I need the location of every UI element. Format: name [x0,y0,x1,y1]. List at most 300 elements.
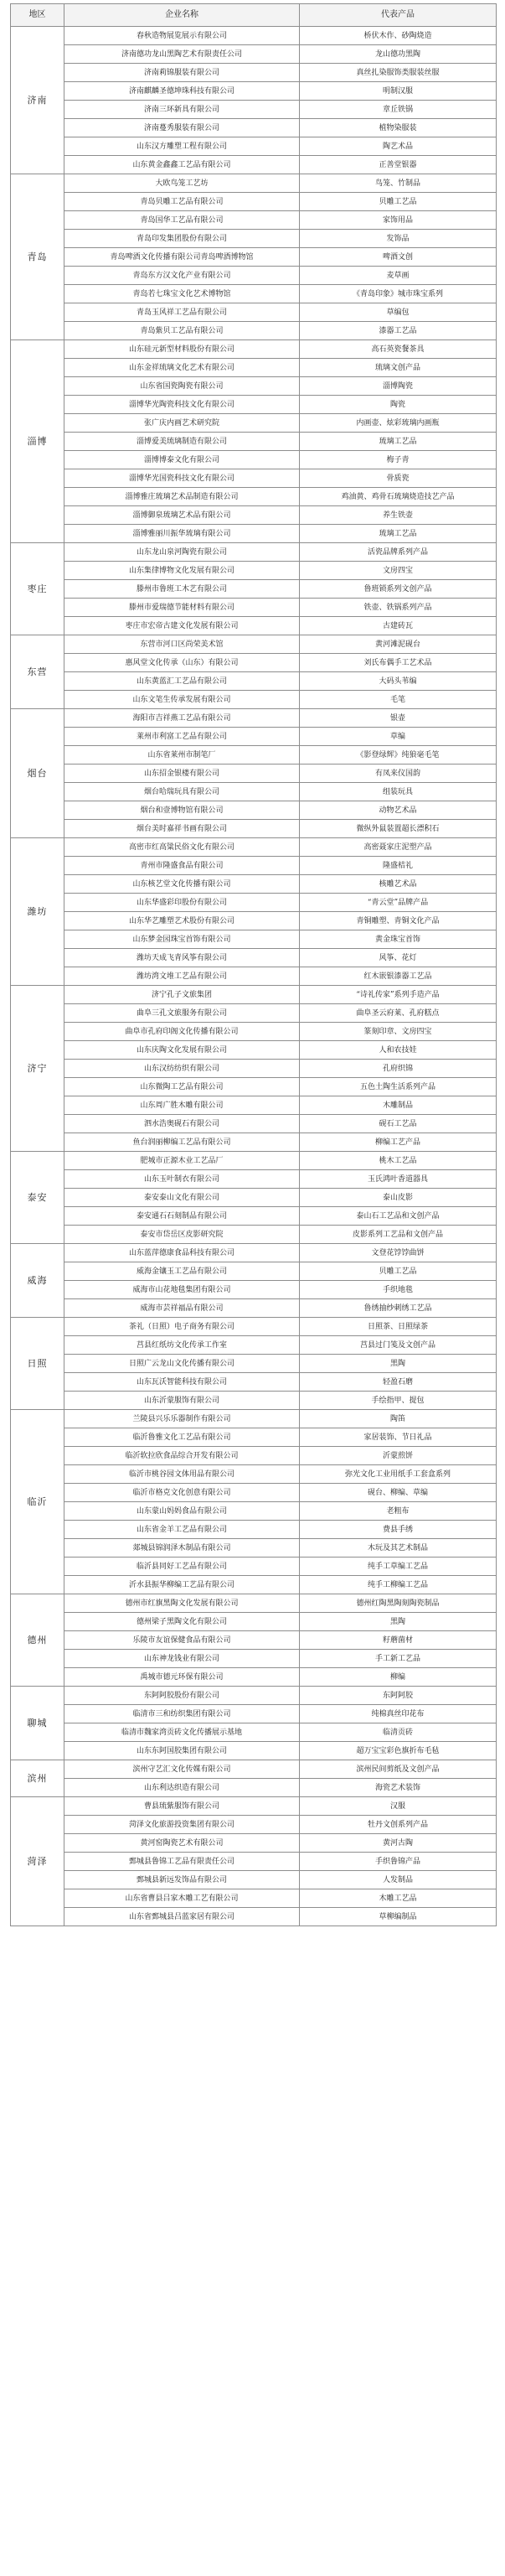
company-cell: 淄博雅丽川振华琉璃有限公司 [64,525,300,543]
table-row [11,1115,497,1133]
product-cell: 家饰用品 [300,211,497,230]
product-cell: 超万宝宝彩色旗折布毛毡 [300,1742,497,1760]
company-cell: 济南蔓秀服装有限公司 [64,119,300,137]
product-cell: 纯手工柳编工艺品 [300,1576,497,1594]
region-cell: 济南 [11,27,64,174]
table-row [11,1853,497,1871]
company-cell: 鱼台润丽柳编工艺品有限公司 [64,1133,300,1152]
company-cell: 泗水浩奥砚石有限公司 [64,1115,300,1133]
table-row [11,359,497,377]
company-cell: 青岛紫贝工艺品有限公司 [64,322,300,340]
product-cell: 养生铁壶 [300,506,497,525]
table-row [11,322,497,340]
company-cell: 山东利达织造有限公司 [64,1779,300,1797]
region-cell: 潍坊 [11,838,64,986]
company-cell: 临清市魏家湾贡砖文化传播展示基地 [64,1723,300,1742]
product-cell: 微纵外鼠装置超长漂积石 [300,820,497,838]
product-cell: 桥伏木作、砂陶烧造 [300,27,497,45]
table-row [11,820,497,838]
product-cell: 孔府织锦 [300,1060,497,1078]
product-cell: 手织地毯 [300,1281,497,1299]
company-cell: 泰安市岱岳区皮影研究院 [64,1226,300,1244]
table-row [11,654,497,672]
product-cell: 桃木工艺品 [300,1152,497,1170]
company-cell: 济南莉锦服装有限公司 [64,64,300,82]
table-row [11,1908,497,1926]
table-row [11,469,497,488]
company-cell: 青岛国华工艺品有限公司 [64,211,300,230]
company-cell: 威海市山花地毯集团有限公司 [64,1281,300,1299]
table-row [11,414,497,433]
product-cell: 琉璃文创产品 [300,359,497,377]
product-cell: 章丘铁锅 [300,101,497,119]
table-row [11,1742,497,1760]
table-row [11,396,497,414]
table-row [11,174,497,193]
product-cell: 砚台、柳编、草编 [300,1484,497,1502]
company-cell: 海阳市吉祥燕工艺品有限公司 [64,709,300,728]
company-cell: 肥城市正源木业工艺品厂 [64,1152,300,1170]
product-cell: 鸡油黄、鸡骨石琉璃烧造技艺产品 [300,488,497,506]
table-row [11,451,497,469]
product-cell: 文登花饽饽曲饼 [300,1244,497,1262]
table-row [11,1576,497,1594]
product-cell: 汉服 [300,1797,497,1816]
table-row [11,101,497,119]
product-cell: 人发制品 [300,1871,497,1889]
region-cell: 淄博 [11,340,64,543]
table-row [11,525,497,543]
company-cell: 德州市红旗黑陶文化发展有限公司 [64,1594,300,1613]
product-cell: 泰山石工艺品和文创产品 [300,1207,497,1226]
table-row [11,1871,497,1889]
product-cell: 沂蒙煎饼 [300,1447,497,1465]
company-cell: 青岛东方汉文化产业有限公司 [64,267,300,285]
company-cell: 兰陵县兴乐乐器制作有限公司 [64,1410,300,1428]
product-cell: 日照茶、日照绿茶 [300,1318,497,1336]
product-cell: 莒县过门笺及文创产品 [300,1336,497,1355]
product-cell: 皮影系列工艺品和文创产品 [300,1226,497,1244]
company-cell: 东营市河口区尚荣美术馆 [64,635,300,654]
table-row [11,1723,497,1742]
company-cell: 淄博博泰文化有限公司 [64,451,300,469]
table-row [11,1281,497,1299]
product-cell: 篆刻印章、文房四宝 [300,1023,497,1041]
company-cell: 乐陵市友谊保健食品有限公司 [64,1631,300,1650]
table-row [11,193,497,211]
product-cell: 内画壶、炫彩琉璃内画瓶 [300,414,497,433]
table-row [11,1834,497,1853]
company-cell: 济南德功龙山黑陶艺术有限责任公司 [64,45,300,64]
table-row [11,1613,497,1631]
product-table [10,3,497,1926]
table-row [11,1152,497,1170]
table-row [11,949,497,967]
company-cell: 烟台哈瑞玩具有限公司 [64,783,300,801]
company-cell: 山东微陶工艺品有限公司 [64,1078,300,1096]
company-cell: 山东汉方雕塑工程有限公司 [64,137,300,156]
product-cell: 啤酒文创 [300,248,497,267]
company-cell: 临沂市格克文化创意有限公司 [64,1484,300,1502]
table-row [11,340,497,359]
product-cell: 柳编 [300,1668,497,1687]
table-row [11,1060,497,1078]
product-cell: “青云堂”品牌产品 [300,894,497,912]
company-cell: 山东神龙钱业有限公司 [64,1650,300,1668]
company-cell: 山东瓦沃智能科技有限公司 [64,1373,300,1392]
company-cell: 山东东阿国胶集团有限公司 [64,1742,300,1760]
company-cell: 山东招金银楼有限公司 [64,765,300,783]
company-cell: 山东沂蒙服饰有限公司 [64,1392,300,1410]
product-cell: 黑陶 [300,1613,497,1631]
product-cell: 活瓷品牌系列产品 [300,543,497,562]
company-cell: 济宁孔子文旅集团 [64,986,300,1004]
product-cell: 动物艺术品 [300,801,497,820]
table-row [11,1816,497,1834]
product-cell: 银壶 [300,709,497,728]
product-cell: 正善堂银器 [300,156,497,174]
table-row [11,1410,497,1428]
company-cell: 青岛贝雕工艺品有限公司 [64,193,300,211]
table-row [11,672,497,691]
company-cell: 莱州市利富工艺品有限公司 [64,728,300,746]
region-cell: 德州 [11,1594,64,1687]
table-row [11,599,497,617]
table-row [11,1336,497,1355]
product-cell: 德州红陶黑陶刻陶瓷制品 [300,1594,497,1613]
table-row [11,285,497,303]
product-cell: 麦草画 [300,267,497,285]
company-cell: 山东文笔生传承发展有限公司 [64,691,300,709]
product-cell: 木雕制品 [300,1096,497,1115]
company-cell: 大欧鸟笼工艺坊 [64,174,300,193]
product-cell: 真丝扎染服饰类服装丝服 [300,64,497,82]
table-row [11,1355,497,1373]
product-cell: 骨质瓷 [300,469,497,488]
product-cell: 木玩及其艺术制品 [300,1539,497,1558]
product-cell: 陶艺术品 [300,137,497,156]
table-row [11,1650,497,1668]
product-cell: 泰山皮影 [300,1189,497,1207]
company-cell: 山东华盛彩印股份有限公司 [64,894,300,912]
company-cell: 威海市芸祥福品有限公司 [64,1299,300,1318]
company-cell: 曲阜三孔文旅服务有限公司 [64,1004,300,1023]
company-cell: 烟台美时嘉祥书画有限公司 [64,820,300,838]
product-cell: 黄金珠宝首饰 [300,930,497,949]
product-cell: 核雕艺术品 [300,875,497,894]
product-cell: 漆器工艺品 [300,322,497,340]
product-cell: 铁壶、铁锅系列产品 [300,599,497,617]
table-row [11,1631,497,1650]
company-cell: 茶礼（日照）电子商务有限公司 [64,1318,300,1336]
table-row [11,1244,497,1262]
table-row [11,1189,497,1207]
company-cell: 青岛玉风祥工艺品有限公司 [64,303,300,322]
product-cell: 草柳编制品 [300,1908,497,1926]
table-row [11,1023,497,1041]
table-row [11,580,497,599]
company-cell: 滨州守艺汇文化传媒有限公司 [64,1760,300,1779]
header-company: 企业名称 [64,4,300,27]
product-cell: 青铜雕塑、青铜文化产品 [300,912,497,930]
company-cell: 临沂市桃谷园文体用品有限公司 [64,1465,300,1484]
product-cell: 五色土陶生活系列产品 [300,1078,497,1096]
table-row [11,1668,497,1687]
company-cell: 山东核艺堂文化传播有限公司 [64,875,300,894]
table-row [11,1318,497,1336]
region-cell: 临沂 [11,1410,64,1594]
product-cell: 黑陶 [300,1355,497,1373]
table-row [11,894,497,912]
header-region: 地区 [11,4,64,27]
product-cell: 《影登绿辉》纯狼毫毛笔 [300,746,497,765]
product-cell: 砚石工艺品 [300,1115,497,1133]
table-row [11,267,497,285]
header-product: 代表产品 [300,4,497,27]
product-cell: 琉璃工艺品 [300,525,497,543]
table-row [11,1096,497,1115]
company-cell: 沂水县振华柳编工艺品有限公司 [64,1576,300,1594]
company-cell: 山东黄金鑫鑫工艺品有限公司 [64,156,300,174]
company-cell: 临清市三和纺织集团有限公司 [64,1705,300,1723]
product-cell: 轻盈石磨 [300,1373,497,1392]
product-cell: 鲁绣抽纱刺绣工艺品 [300,1299,497,1318]
company-cell: 济南麒麟圣德坤珠科技有限公司 [64,82,300,101]
table-row [11,303,497,322]
company-cell: 济南三环新具有限公司 [64,101,300,119]
product-cell: 明制汉服 [300,82,497,101]
product-cell: 有凤来仪国韵 [300,765,497,783]
company-cell: 禹城市德元环保有限公司 [64,1668,300,1687]
company-cell: 德州梁子黑陶文化有限公司 [64,1613,300,1631]
company-cell: 临沂县同好工艺品有限公司 [64,1558,300,1576]
company-cell: 临沂软拉欣食品综合开发有限公司 [64,1447,300,1465]
table-row [11,765,497,783]
product-cell: 老粗布 [300,1502,497,1521]
table-row [11,1687,497,1705]
company-cell: 山东玉叶制衣有限公司 [64,1170,300,1189]
table-row [11,1558,497,1576]
company-cell: 潍坊天成飞青风筝有限公司 [64,949,300,967]
table-row [11,82,497,101]
table-row [11,635,497,654]
company-cell: 青岛若七珠宝文化艺术博物馆 [64,285,300,303]
product-cell: 牡丹文创系列产品 [300,1816,497,1834]
company-cell: 鄄城县鲁锦工艺品有限责任公司 [64,1853,300,1871]
table-row [11,1262,497,1281]
table-row [11,119,497,137]
product-cell: 古建砖瓦 [300,617,497,635]
company-cell: 黄河窑陶瓷艺术有限公司 [64,1834,300,1853]
company-cell: 山东金祥琉璃文化艺术有限公司 [64,359,300,377]
product-cell: 陶笛 [300,1410,497,1428]
company-cell: 山东周广胜木雕有限公司 [64,1096,300,1115]
table-row [11,1392,497,1410]
product-cell: 红木嵌银漆器工艺品 [300,967,497,986]
table-row [11,248,497,267]
product-cell: 木雕工艺品 [300,1889,497,1908]
product-cell: 纯手工草编工艺品 [300,1558,497,1576]
company-cell: 山东省鄄城县吕蓝家居有限公司 [64,1908,300,1926]
company-cell: 山东蓝萍德康食品科技有限公司 [64,1244,300,1262]
table-row [11,783,497,801]
table-row [11,1594,497,1613]
company-cell: 高密市红高粱民俗文化有限公司 [64,838,300,857]
table-row [11,986,497,1004]
company-cell: 鄄城县新远发饰品有限公司 [64,1871,300,1889]
region-cell: 青岛 [11,174,64,340]
product-cell: 东阿阿胶 [300,1687,497,1705]
table-row [11,562,497,580]
product-cell: 发饰品 [300,230,497,248]
product-cell: 草编包 [300,303,497,322]
table-row [11,1170,497,1189]
table-row [11,1465,497,1484]
product-cell: “诗礼传家”系列手造产品 [300,986,497,1004]
product-cell: 鸟笼、竹制品 [300,174,497,193]
company-cell: 威海金镶玉工艺品有限公司 [64,1262,300,1281]
company-cell: 山东硅元新型材料股份有限公司 [64,340,300,359]
table-row [11,1779,497,1797]
product-cell: 刘氏布偶手工艺术品 [300,654,497,672]
table-row [11,156,497,174]
table-row [11,1004,497,1023]
company-cell: 淄博御泉琉璃艺术品有限公司 [64,506,300,525]
product-cell: 手绘指甲、提包 [300,1392,497,1410]
company-cell: 山东庆陶文化发展有限公司 [64,1041,300,1060]
header-row [11,4,497,27]
company-cell: 日照广云龙山文化传播有限公司 [64,1355,300,1373]
product-cell: 风筝、花灯 [300,949,497,967]
table-row [11,1502,497,1521]
company-cell: 曹县琉紫服饰有限公司 [64,1797,300,1816]
table-row [11,875,497,894]
table-row [11,1521,497,1539]
table-row [11,1133,497,1152]
table-row [11,1889,497,1908]
table-row [11,1705,497,1723]
company-cell: 青岛印发集团股份有限公司 [64,230,300,248]
table-row [11,27,497,45]
table-row [11,45,497,64]
product-cell: 家居装饰、节日礼品 [300,1428,497,1447]
company-cell: 烟台和壹博物馆有限公司 [64,801,300,820]
product-cell: 贝雕工艺品 [300,1262,497,1281]
table-row [11,1207,497,1226]
product-cell: 玉氏鸿叶香道器具 [300,1170,497,1189]
table-row [11,137,497,156]
company-cell: 滕州市鲁班工木艺有限公司 [64,580,300,599]
table-row [11,1373,497,1392]
product-cell: 手工新工艺品 [300,1650,497,1668]
company-cell: 淄博华光国瓷科技文化有限公司 [64,469,300,488]
table-row [11,488,497,506]
table-row [11,1428,497,1447]
company-cell: 滕州市爱瑞德节能材料有限公司 [64,599,300,617]
product-cell: 贝雕工艺品 [300,193,497,211]
table-row [11,912,497,930]
region-cell: 烟台 [11,709,64,838]
company-cell: 泰安泰山文化有限公司 [64,1189,300,1207]
table-body [11,27,497,1926]
table-row [11,1760,497,1779]
table-row [11,433,497,451]
table-row [11,1484,497,1502]
company-cell: 山东省曹县吕家木雕工艺有限公司 [64,1889,300,1908]
product-cell: 弥光文化工业用纸手工套盒系列 [300,1465,497,1484]
product-cell: 费县手绣 [300,1521,497,1539]
table-row [11,930,497,949]
product-cell: 隆盛桔礼 [300,857,497,875]
product-cell: 纯棉真丝印花布 [300,1705,497,1723]
company-cell: 莒县红纸坊文化传承工作室 [64,1336,300,1355]
table-row [11,728,497,746]
company-cell: 山东华艺雕塑艺术股份有限公司 [64,912,300,930]
table-row [11,377,497,396]
table-row [11,230,497,248]
company-cell: 山东集律博物文化发展有限公司 [64,562,300,580]
table-row [11,967,497,986]
table-row [11,1299,497,1318]
product-cell: 龙山德功黑陶 [300,45,497,64]
product-cell: 临清贡砖 [300,1723,497,1742]
region-cell: 泰安 [11,1152,64,1244]
company-cell: 山东省莱州市制笔厂 [64,746,300,765]
company-cell: 郯城县锦润泽木制品有限公司 [64,1539,300,1558]
product-cell: 草编 [300,728,497,746]
company-cell: 淄博雅庄琉璃艺术品制造有限公司 [64,488,300,506]
region-cell: 滨州 [11,1760,64,1797]
table-row [11,857,497,875]
table-row [11,211,497,230]
company-cell: 东阿阿胶股份有限公司 [64,1687,300,1705]
region-cell: 东营 [11,635,64,709]
product-cell: 琉璃工艺品 [300,433,497,451]
company-cell: 春秋造物展览展示有限公司 [64,27,300,45]
region-cell: 威海 [11,1244,64,1318]
company-cell: 潍坊湾文堆工艺品有限公司 [64,967,300,986]
table-row [11,1797,497,1816]
table-row [11,64,497,82]
table-row [11,691,497,709]
company-cell: 枣庄市宏帝古建文化发展有限公司 [64,617,300,635]
region-cell: 济宁 [11,986,64,1152]
company-cell: 山东省国瓷陶瓷有限公司 [64,377,300,396]
product-cell: 鲁班锁系列文创产品 [300,580,497,599]
company-cell: 张广庆内画艺术研究院 [64,414,300,433]
company-cell: 山东梦金园珠宝首饰有限公司 [64,930,300,949]
company-cell: 山东汉纺纺织有限公司 [64,1060,300,1078]
table-row [11,506,497,525]
company-cell: 淄博爱美琉璃制造有限公司 [64,433,300,451]
table-row [11,543,497,562]
product-cell: 植物染服装 [300,119,497,137]
product-cell: 滨州民间剪纸及文创产品 [300,1760,497,1779]
product-cell: 手织鲁锦产品 [300,1853,497,1871]
table-row [11,617,497,635]
company-cell: 山东黄蓝汇工艺品有限公司 [64,672,300,691]
table-row [11,1078,497,1096]
product-cell: 大码头苇编 [300,672,497,691]
product-cell: 《青岛印象》城市珠宝系列 [300,285,497,303]
table-row [11,1539,497,1558]
product-cell: 黄河滩泥砚台 [300,635,497,654]
company-cell: 临沂鲁雅文化工艺品有限公司 [64,1428,300,1447]
product-cell: 高石英瓷餐茶具 [300,340,497,359]
table-row [11,801,497,820]
product-cell: 文房四宝 [300,562,497,580]
table-row [11,746,497,765]
